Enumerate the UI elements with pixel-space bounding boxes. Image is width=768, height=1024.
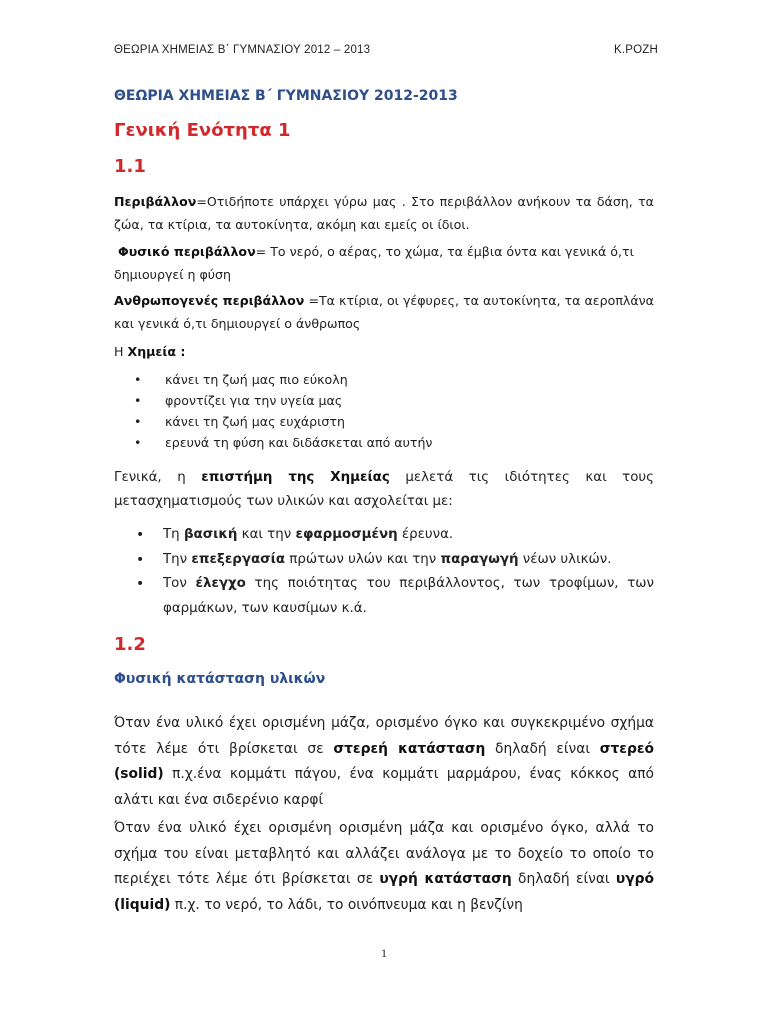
definition-text: = Το νερό, ο αέρας, το χώμα, τα έμβια όντα και γενικά ό,τι δημιουργεί η φύση bbox=[114, 244, 634, 282]
list-item: • κάνει τη ζωή μας πιο εύκολη bbox=[134, 369, 432, 390]
term: εφαρμοσμένη bbox=[295, 527, 398, 542]
list-item bbox=[134, 572, 654, 621]
section-heading-1-2: 1.2 bbox=[114, 634, 146, 655]
text-run: πρώτων υλών και την bbox=[285, 551, 441, 567]
definition-anthropogenic-environment bbox=[114, 289, 654, 335]
term: υγρή κατάσταση bbox=[379, 871, 512, 887]
subsection-heading: Φυσική κατάσταση υλικών bbox=[114, 671, 326, 687]
term: Φυσικό περιβάλλον bbox=[118, 244, 256, 259]
text-run: Την bbox=[163, 551, 192, 567]
list-item: • κάνει τη ζωή μας ευχάριστη bbox=[134, 411, 432, 432]
text-run: της ποιότητας του περιβάλλοντος, των τροφίμων, των φαρμάκων, των καυσίμων κ.ά. bbox=[163, 576, 654, 616]
document-title: ΘΕΩΡΙΑ ΧΗΜΕΙΑΣ Β΄ ΓΥΜΝΑΣΙΟΥ 2012-2013 bbox=[114, 88, 458, 104]
text-run: Τη bbox=[163, 527, 184, 542]
definition-text: =Οτιδήποτε υπάρχει γύρω μας . Στο περιβάλλον ανήκουν τα δάση, τα ζώα, τα κτίρια, τα αυτοκίνητα, ακόμη και εμείς οι ίδιοι. bbox=[114, 194, 654, 232]
text-run: π.χ.ένα κομμάτι πάγου, ένα κομμάτι μαρμάρου, ένας κόκκος από αλάτι και ένα σιδερένιο καρφί bbox=[114, 766, 654, 808]
science-of-chemistry-paragraph bbox=[114, 466, 654, 514]
running-header-author: Κ.ΡΟΖΗ bbox=[613, 44, 658, 56]
prefix-text: Η bbox=[114, 344, 128, 359]
definition-environment bbox=[114, 190, 654, 236]
page-number: 1 bbox=[381, 946, 387, 960]
term: επιστήμη της Χημείας bbox=[201, 470, 390, 485]
text-run: δηλαδή είναι bbox=[511, 871, 616, 887]
list-item: • ερευνά τη φύση και διδάσκεται από αυτήν bbox=[134, 432, 432, 453]
text-run: Γενικά, η bbox=[114, 470, 202, 485]
text-run: Όταν ένα υλικό έχει ορισμένη ορισμένη μάζα και ορισμένο όγκο, αλλά το σχήμα του είναι μεταβλητό και αλλάζει ανάλογα με το δοχείο το οποίο το περιέχει τότε λέμε ότι βρίσκεται σε bbox=[114, 820, 654, 887]
term: υγρό (liquid) bbox=[114, 871, 654, 913]
chapter-heading: Γενική Ενότητα 1 bbox=[114, 120, 291, 141]
term: στερεό (solid) bbox=[114, 740, 654, 782]
section-heading-1-1: 1.1 bbox=[114, 156, 146, 177]
text-run: μελετά τις ιδιότητες και τους μετασχηματισμούς των υλικών και ασχολείται με: bbox=[114, 470, 654, 509]
liquid-state-paragraph bbox=[114, 816, 654, 918]
term: επεξεργασία bbox=[191, 551, 286, 567]
text-run: π.χ. το νερό, το λάδι, το οινόπνευμα και η βενζίνη bbox=[170, 896, 523, 913]
term: βασική bbox=[183, 527, 238, 542]
list-item bbox=[134, 548, 654, 573]
text-run: νέων υλικών. bbox=[518, 551, 612, 567]
term: στερεή κατάσταση bbox=[333, 740, 486, 757]
list-item bbox=[134, 523, 654, 548]
text-run: Τον bbox=[163, 576, 196, 591]
text-run: έρευνα. bbox=[397, 527, 454, 542]
definition-text: =Τα κτίρια, οι γέφυρες, τα αυτοκίνητα, τα αεροπλάνα και γενικά ό,τι δημιουργεί ο άνθρωπος bbox=[114, 293, 654, 331]
solid-state-paragraph bbox=[114, 711, 654, 813]
term: Ανθρωπογενές περιβάλλον bbox=[114, 293, 305, 308]
term: Χημεία : bbox=[127, 344, 186, 359]
chemistry-activities-list bbox=[134, 523, 654, 621]
chemistry-intro bbox=[114, 340, 654, 363]
term: Περιβάλλον bbox=[114, 194, 197, 209]
chemistry-benefits-list bbox=[134, 369, 432, 453]
definition-natural-environment bbox=[114, 240, 654, 286]
running-header-title: ΘΕΩΡΙΑ ΧΗΜΕΙΑΣ Β΄ ΓΥΜΝΑΣΙΟΥ 2012 – 2013 bbox=[114, 44, 371, 56]
text-run: και την bbox=[237, 527, 296, 542]
term: παραγωγή bbox=[440, 551, 519, 567]
list-item: • φροντίζει για την υγεία μας bbox=[134, 390, 432, 411]
text-run: δηλαδή είναι bbox=[485, 740, 600, 757]
term: έλεγχο bbox=[195, 576, 246, 591]
text-run: Όταν ένα υλικό έχει ορισμένη μάζα, ορισμένο όγκο και συγκεκριμένο σχήμα τότε λέμε ότι βρίσκεται σε bbox=[114, 715, 654, 757]
